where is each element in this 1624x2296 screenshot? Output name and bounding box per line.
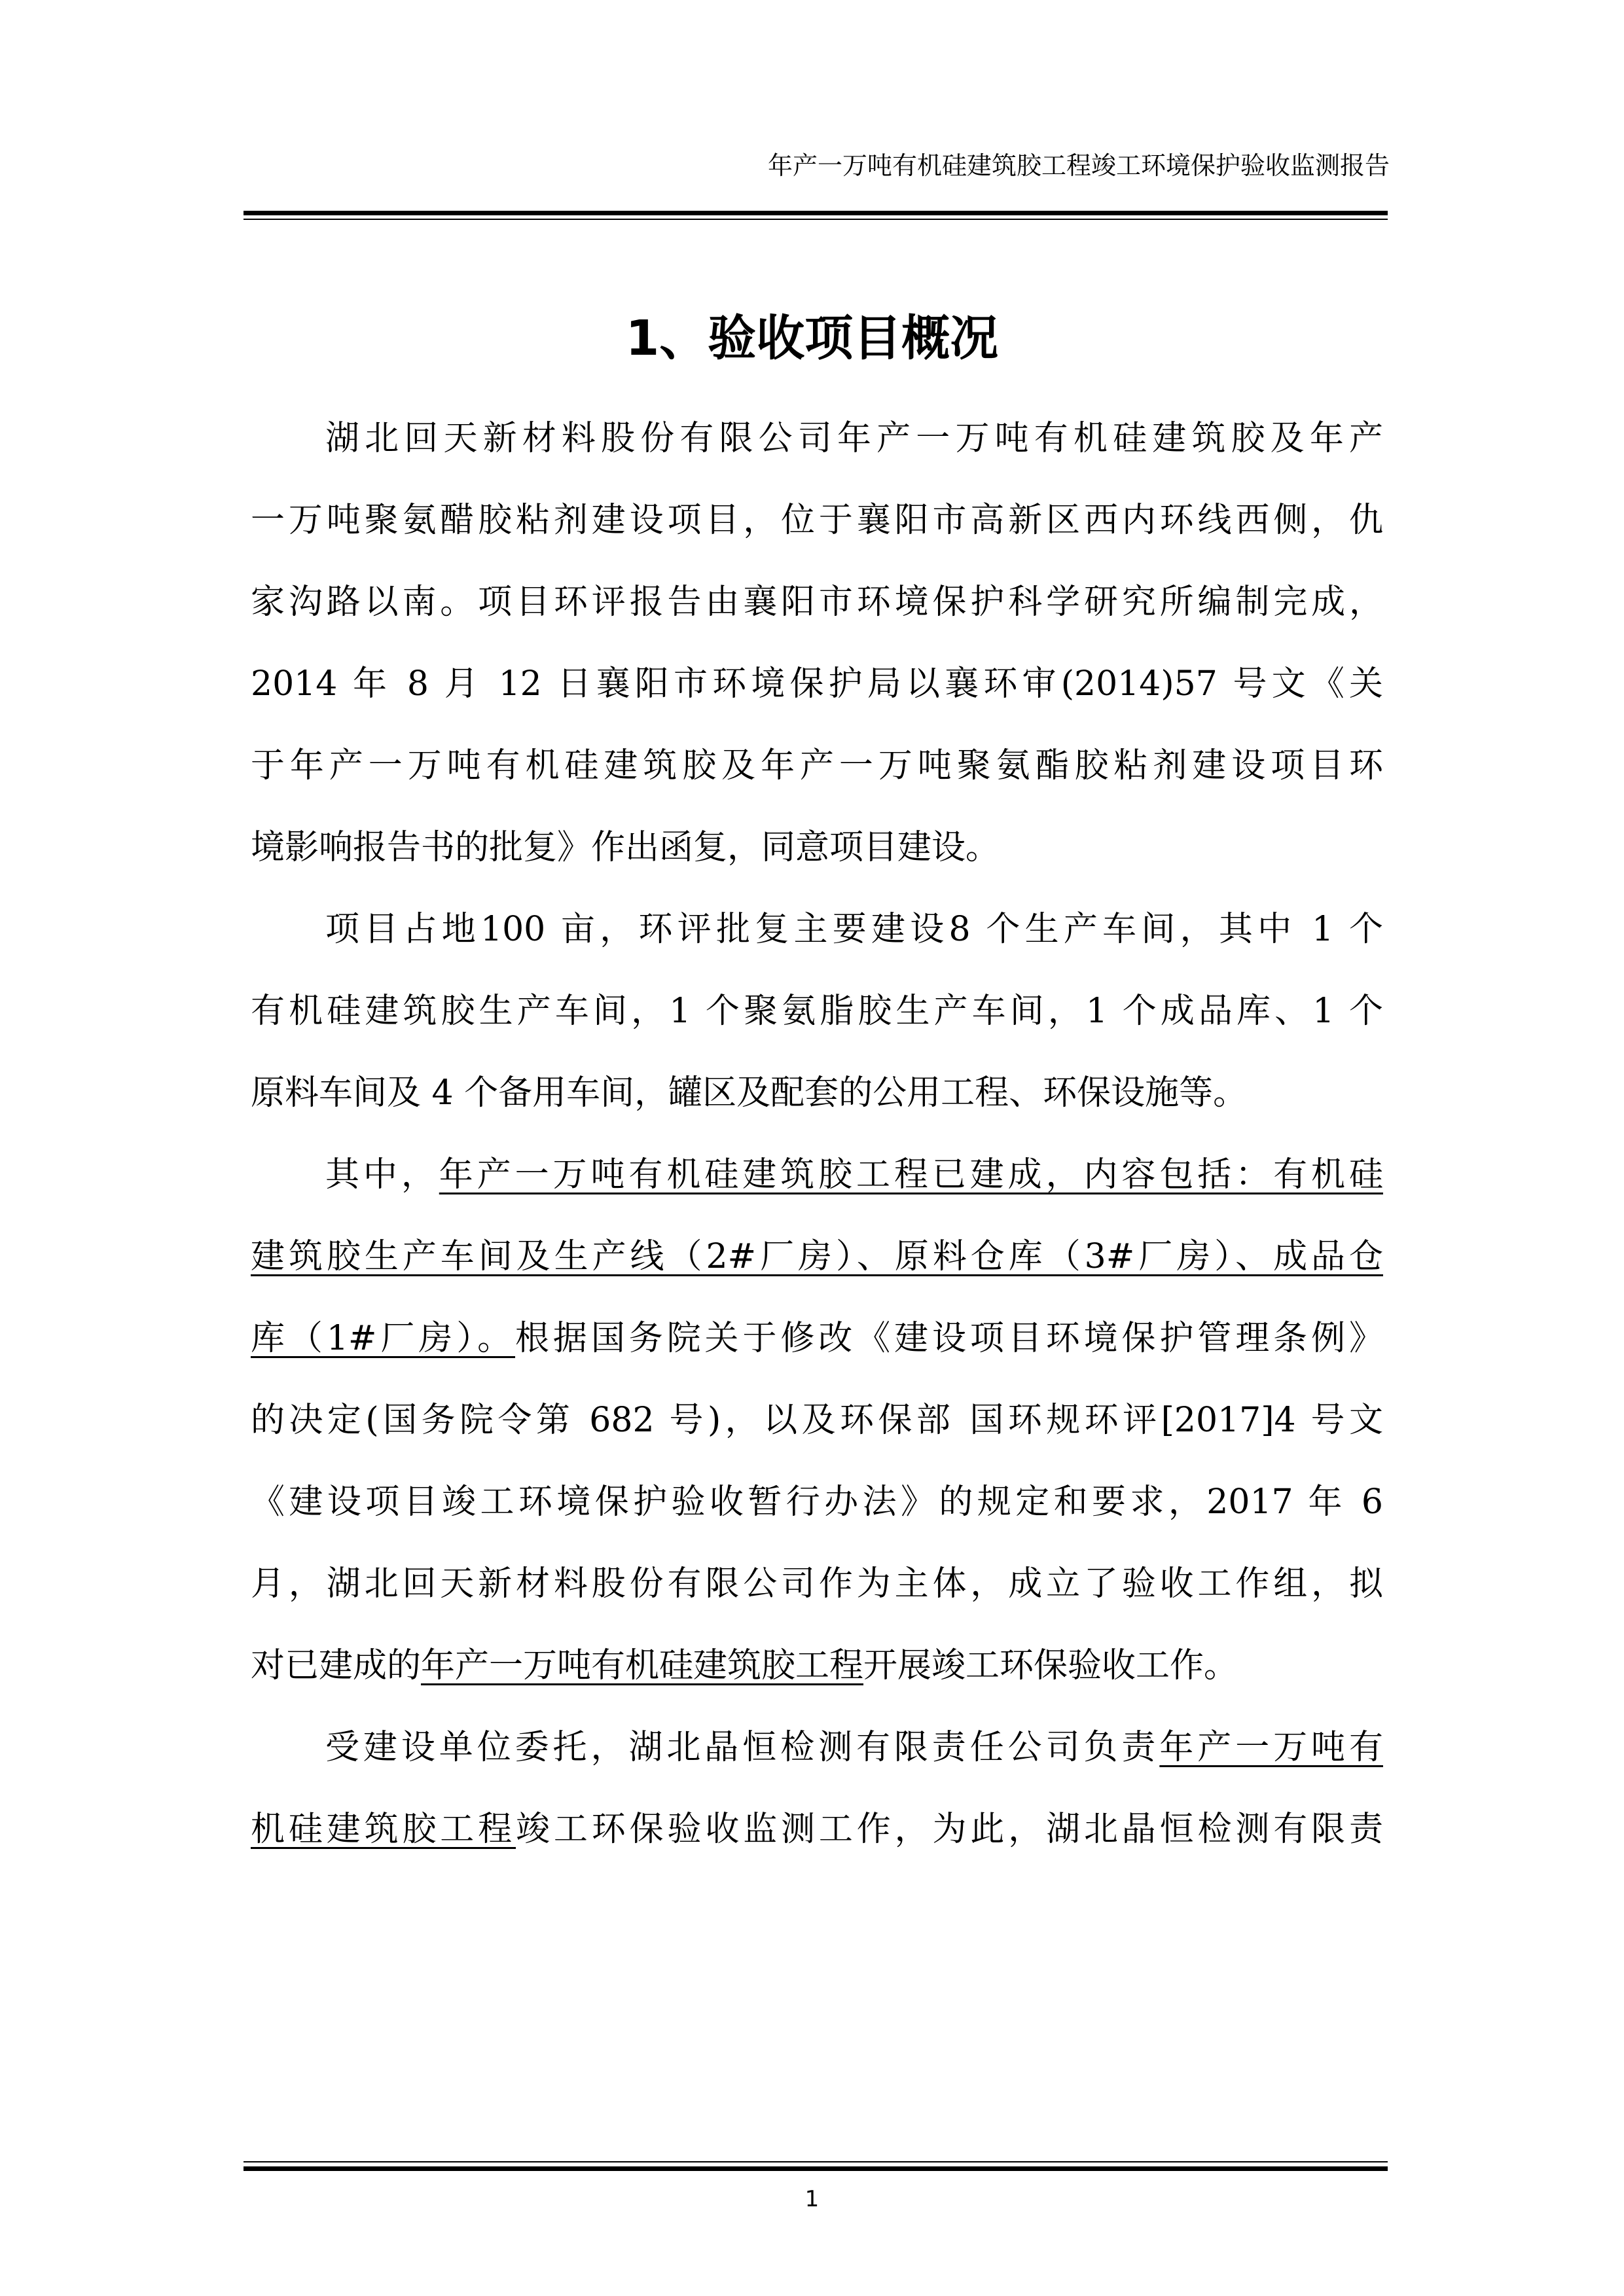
text-line: 原料车间及 4 个备用车间，罐区及配套的公用工程、环保设施等。 [251, 1073, 1248, 1113]
footer-rule-thin [244, 2161, 1388, 2162]
header-rule-thin [244, 219, 1388, 220]
page-number: 1 [804, 2186, 820, 2212]
text-line: 家沟路以南。项目环评报告由襄阳市环境保护科学研究所编制完成， [251, 583, 1383, 622]
footer-rule-thick [244, 2166, 1388, 2171]
text-line: 于年产一万吨有机硅建筑胶及年产一万吨聚氨酯胶粘剂建设项目环 [251, 746, 1383, 785]
underlined-text: 建筑胶生产车间及生产线（2#厂房）、原料仓库（3#厂房）、成品仓 [251, 1237, 1383, 1276]
text-line: 月，湖北回天新材料股份有限公司作为主体，成立了验收工作组，拟 [251, 1564, 1383, 1604]
underlined-text: 机硅建筑胶工程 [251, 1810, 516, 1849]
underlined-text: 库（1#厂房）。 [251, 1319, 516, 1358]
text-line: 一万吨聚氨醋胶粘剂建设项目，位于襄阳市高新区西内环线西侧，仇 [251, 501, 1383, 540]
text-segment: 受建设单位委托，湖北晶恒检测有限责任公司负责 [325, 1728, 1160, 1767]
underlined-text: 年产一万吨有机硅建筑胶工程已建成，内容包括：有机硅 [439, 1155, 1383, 1194]
text-line: 的决定(国务院令第 682 号)，以及环保部 国环规环评[2017]4 号文 [251, 1401, 1383, 1440]
text-line [251, 1803, 1383, 1856]
text-line: 境影响报告书的批复》作出函复，同意项目建设。 [251, 828, 1000, 867]
text-line: 《建设项目竣工环境保护验收暂行办法》的规定和要求，2017 年 6 [251, 1482, 1383, 1522]
text-line [325, 1721, 1383, 1774]
header-rule-thick [244, 211, 1388, 215]
text-line [325, 1149, 1383, 1201]
text-segment: 其中， [325, 1155, 439, 1194]
text-line: 湖北回天新材料股份有限公司年产一万吨有机硅建筑胶及年产 [325, 419, 1383, 458]
text-line [251, 1640, 1383, 1692]
text-segment: 根据国务院关于修改《建设项目环境保护管理条例》 [515, 1319, 1383, 1358]
text-segment: 竣工环保验收监测工作，为此，湖北晶恒检测有限责 [516, 1810, 1383, 1849]
text-segment: 对已建成的 [251, 1646, 422, 1685]
text-line: 项目占地100 亩，环评批复主要建设8 个生产车间，其中 1 个 [325, 910, 1383, 949]
text-line: 2014 年 8 月 12 日襄阳市环境保护局以襄环审(2014)57 号文《关 [251, 664, 1383, 704]
text-line [251, 1312, 1383, 1365]
underlined-text: 年产一万吨有机硅建筑胶工程 [421, 1646, 864, 1685]
section-title: 1、验收项目概况 [625, 310, 999, 367]
text-line: 有机硅建筑胶生产车间，1 个聚氨脂胶生产车间，1 个成品库、1 个 [251, 992, 1383, 1031]
text-segment: 开展竣工环保验收工作。 [863, 1646, 1238, 1685]
underlined-text: 年产一万吨有 [1159, 1728, 1383, 1767]
running-header: 年产一万吨有机硅建筑胶工程竣工环境保护验收监测报告 [767, 151, 1390, 180]
text-line [251, 1230, 1383, 1283]
